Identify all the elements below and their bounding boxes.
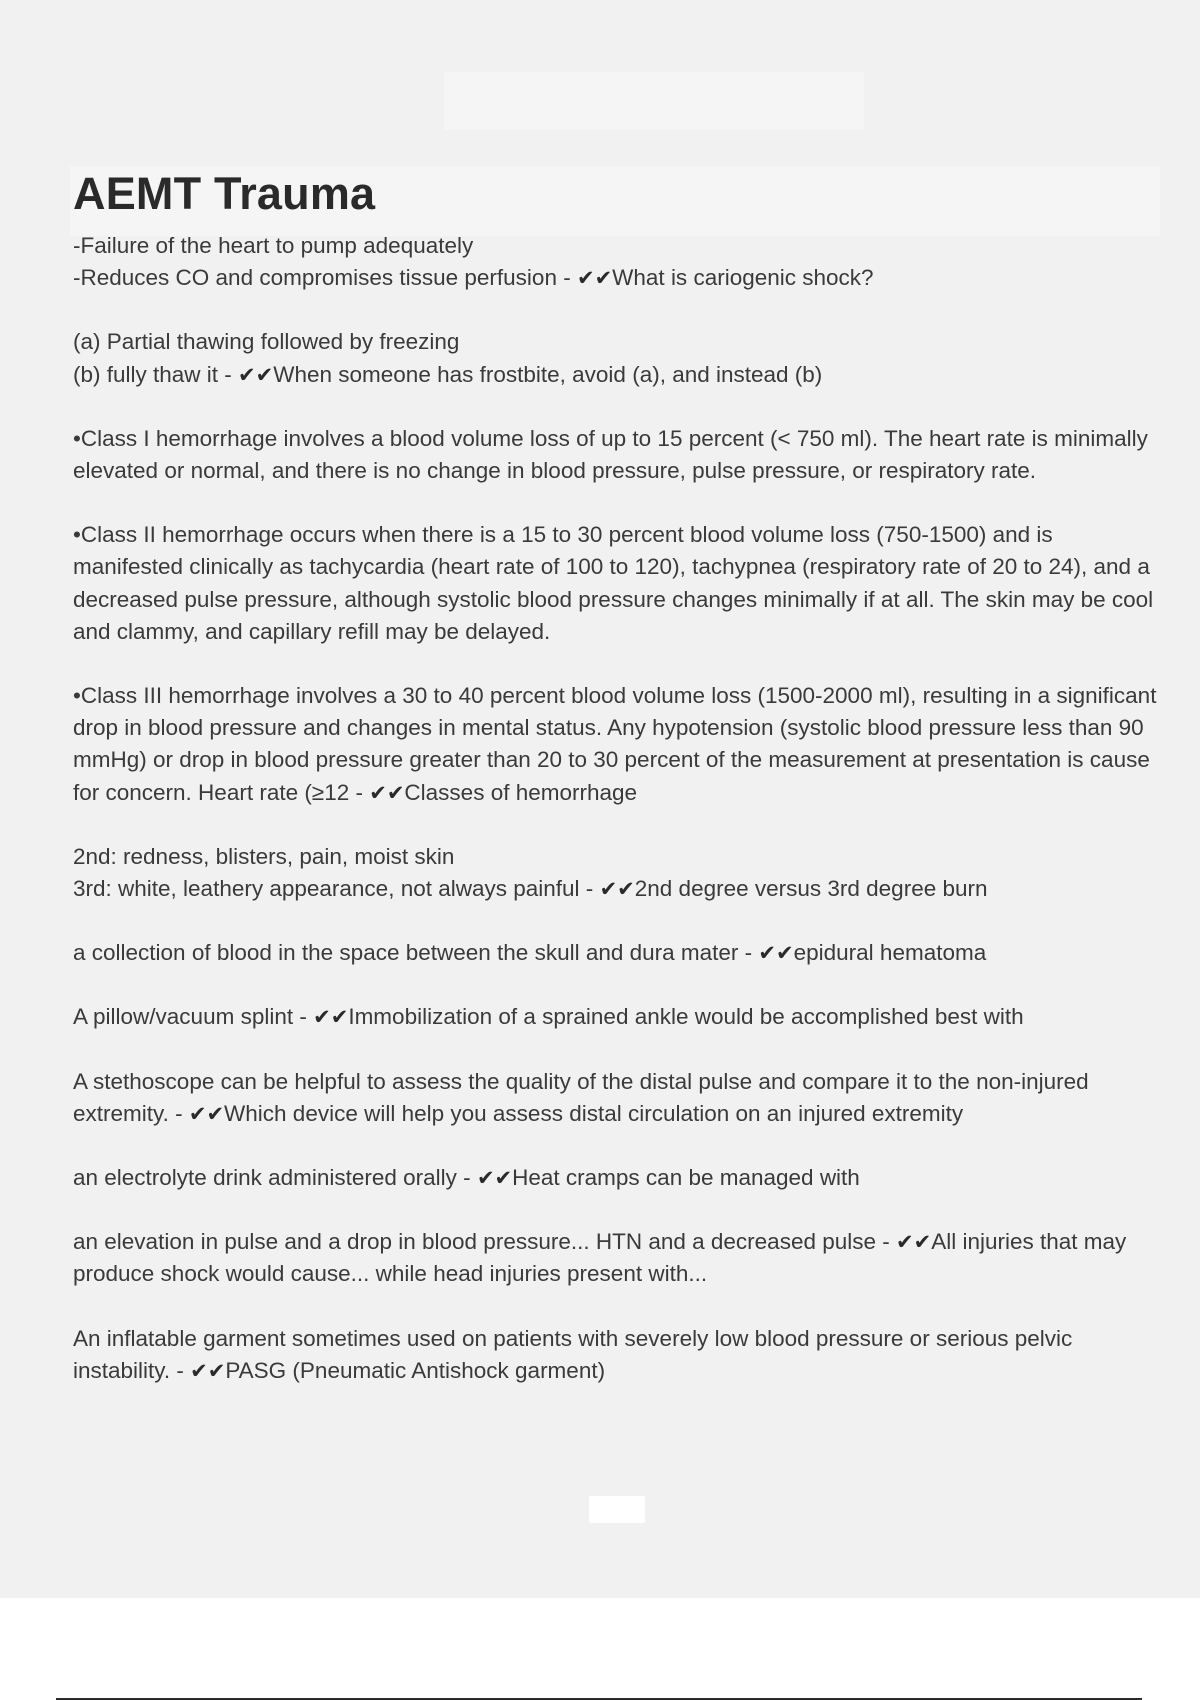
flashcard (73, 937, 1163, 969)
card-line (73, 359, 1163, 391)
card-answer: Which device will help you assess distal circulation on an injured extremity (224, 1100, 964, 1126)
card-term: an elevation in pulse and a drop in blood pressure... HTN and a decreased pulse - (73, 1229, 897, 1255)
flashcard (73, 1001, 1163, 1033)
card-term: a collection of blood in the space between the skull and dura mater - (73, 940, 759, 966)
card-answer: When someone has frostbite, avoid (a), and instead (b) (273, 361, 823, 387)
card-answer: Heat cramps can be managed with (512, 1165, 860, 1191)
card-answer: Classes of hemorrhage (404, 779, 638, 805)
card-line: -Failure of the heart to pump adequately (73, 233, 474, 258)
flashcard (73, 326, 1163, 390)
card-answer: All injuries that may produce shock would cause... while head injuries present with... (73, 1229, 1127, 1287)
flashcard (73, 1162, 1163, 1194)
page-control-button[interactable] (589, 1496, 645, 1523)
card-term: An inflatable garment sometimes used on patients with severely low blood pressure or serious pelvic instability. - (73, 1325, 1073, 1383)
card-line (73, 1162, 1163, 1194)
checkmark-icon: ✔✔ (599, 877, 635, 902)
card-answer: PASG (Pneumatic Antishock garment) (225, 1357, 606, 1383)
checkmark-icon: ✔✔ (476, 1166, 513, 1191)
card-line (73, 937, 1163, 969)
card-line (73, 1066, 1163, 1130)
card-term: 3rd: white, leathery appearance, not always painful - (73, 876, 600, 902)
checkmark-icon: ✔✔ (369, 780, 405, 805)
checkmark-icon: ✔✔ (188, 1101, 225, 1126)
card-answer: Immobilization of a sprained ankle would be accomplished best with (348, 1004, 1024, 1030)
checkmark-icon: ✔✔ (758, 941, 794, 966)
card-paragraph: •Class II hemorrhage occurs when there is a 15 to 30 percent blood volume loss (750-1500) and is manifested clinically as tachycardia (heart rate of 100 to 120), tachypnea (respiratory rate of 20 to 24), and a decreased pulse pressure, although systolic blood pressure changes minimally if at all. The skin may be cool and clammy, and capillary refill may be delayed. (73, 522, 1154, 644)
checkmark-icon: ✔✔ (313, 1005, 349, 1030)
card-line (73, 1226, 1163, 1290)
card-answer: epidural hematoma (793, 940, 987, 966)
checkmark-icon: ✔✔ (576, 266, 613, 291)
card-term: A pillow/vacuum splint - (73, 1004, 314, 1030)
flashcard (73, 1226, 1163, 1290)
card-term: A stethoscope can be helpful to assess the quality of the distal pulse and compare it to the non-injured extremity. - (73, 1068, 1089, 1126)
checkmark-icon: ✔✔ (238, 362, 274, 387)
card-line (73, 873, 1163, 905)
flashcard (73, 1323, 1163, 1387)
card-line: (a) Partial thawing followed by freezing (73, 329, 460, 355)
flashcard (73, 1066, 1163, 1130)
flashcard (73, 230, 1163, 294)
card-term: •Class III hemorrhage involves a 30 to 40 percent blood volume loss (1500-2000 ml), resulting in a significant drop in blood pressure and changes in mental status. Any hypotension (systolic blood pressure less than 90 mmHg) or drop in blood pressure greater than 20 to 30 percent of the measurement at presentation is cause for concern. Heart rate (≥12 - (73, 683, 1157, 805)
card-line (73, 262, 1163, 294)
card-answer: What is cariogenic shock? (612, 265, 874, 291)
document-title: AEMT Trauma (73, 168, 376, 219)
flashcard (73, 423, 1163, 809)
card-term: -Reduces CO and compromises tissue perfusion - (73, 265, 577, 291)
card-term: (b) fully thaw it - (73, 361, 239, 387)
blurred-header-bar (444, 72, 864, 130)
card-paragraph (73, 680, 1163, 809)
card-line (73, 1001, 1163, 1033)
card-line (73, 1323, 1163, 1387)
flashcard (73, 841, 1163, 905)
flashcard-list (73, 230, 1163, 1419)
card-paragraph: •Class I hemorrhage involves a blood volume loss of up to 15 percent (< 750 ml). The heart rate is minimally elevated or normal, and there is no change in blood pressure, pulse pressure, or respiratory rate. (73, 425, 1148, 484)
card-term: an electrolyte drink administered orally - (73, 1165, 477, 1191)
checkmark-icon: ✔✔ (896, 1230, 932, 1255)
checkmark-icon: ✔✔ (190, 1358, 226, 1383)
card-answer: 2nd degree versus 3rd degree burn (634, 876, 988, 902)
card-line: 2nd: redness, blisters, pain, moist skin (73, 843, 455, 869)
